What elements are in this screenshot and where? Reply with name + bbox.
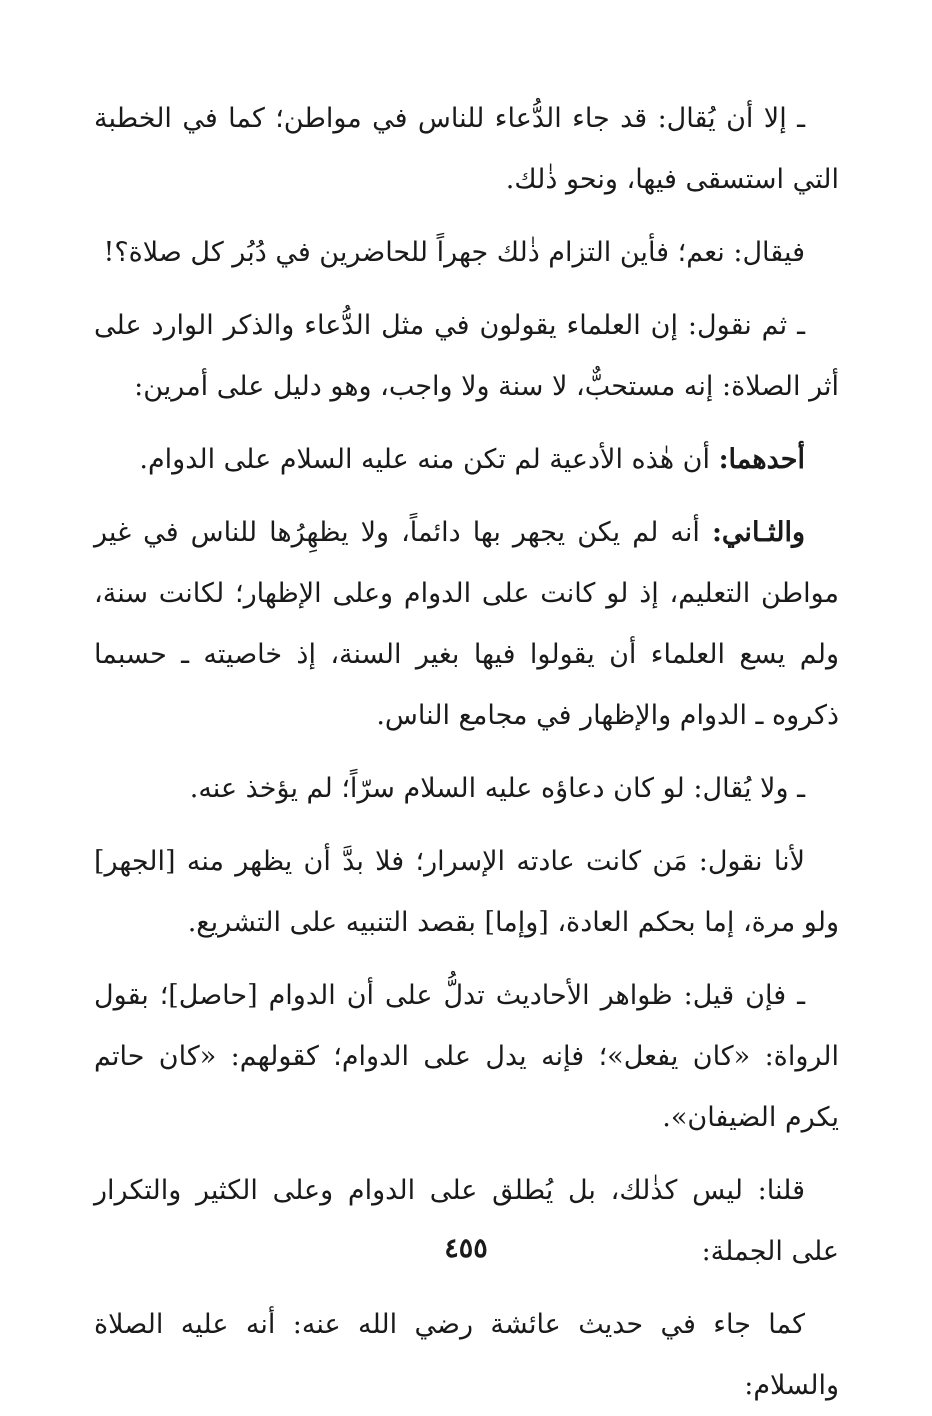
page-number: ٤٥٥ — [444, 1233, 488, 1264]
paragraph-6: ـ ولا يُقال: لو كان دعاؤه عليه السلام سرّاً؛ لم يؤخذ عنه. — [189, 773, 805, 804]
paragraph-lead: أحدهما: — [718, 444, 805, 475]
page-body — [94, 88, 839, 1416]
paragraph-3: ـ ثم نقول: إن العلماء يقولون في مثل الدُّعاء والذكر الوارد على أثر الصلاة: إنه مستحبٌّ، لا سنة ولا واجب، وهو دليل على أمرين: — [94, 310, 839, 402]
paragraph-8: ـ فإن قيل: ظواهر الأحاديث تدلُّ على أن الدوام [حاصل]؛ بقول الرواة: «كان يفعل»؛ فإنه يدل على الدوام؛ كقولهم: «كان حاتم يكرم الضيفان». — [94, 980, 839, 1133]
paragraph-9: قلنا: ليس كذٰلك، بل يُطلق على الدوام وعلى الكثير والتكرار على الجملة: — [94, 1175, 839, 1267]
paragraph-5: والثـاني: أنه لم يكن يجهر بها دائماً، ولا يظهِرُها للناس في غير مواطن التعليم، إذ لو كانت على الدوام وعلى الإظهار؛ لكانت سنة، ولم يسع العلماء أن يقولوا فيها بغير السنة، إذ خاصيته ـ حسبما ذكروه ـ الدوام والإظهار في مجامع الناس. — [94, 517, 839, 731]
paragraph-lead: والثـاني: — [711, 517, 805, 548]
paragraph-7: لأنا نقول: مَن كانت عادته الإسرار؛ فلا بدَّ أن يظهر منه [الجهر] ولو مرة، إما بحكم العادة، [وإما] بقصد التنبيه على التشريع. — [94, 846, 839, 938]
paragraph-4: أحدهما: أن هٰذه الأدعية لم تكن منه عليه السلام على الدوام. — [139, 444, 805, 475]
paragraph-1: ـ إلا أن يُقال: قد جاء الدُّعاء للناس في مواطن؛ كما في الخطبة التي استسقى فيها، ونحو ذٰلك. — [94, 103, 839, 195]
paragraph-10: كما جاء في حديث عائشة رضي الله عنه: أنه عليه الصلاة والسلام: — [94, 1309, 839, 1401]
paragraph-2: فيقال: نعم؛ فأين التزام ذٰلك جهراً للحاضرين في دُبُر كل صلاة؟! — [103, 237, 805, 268]
